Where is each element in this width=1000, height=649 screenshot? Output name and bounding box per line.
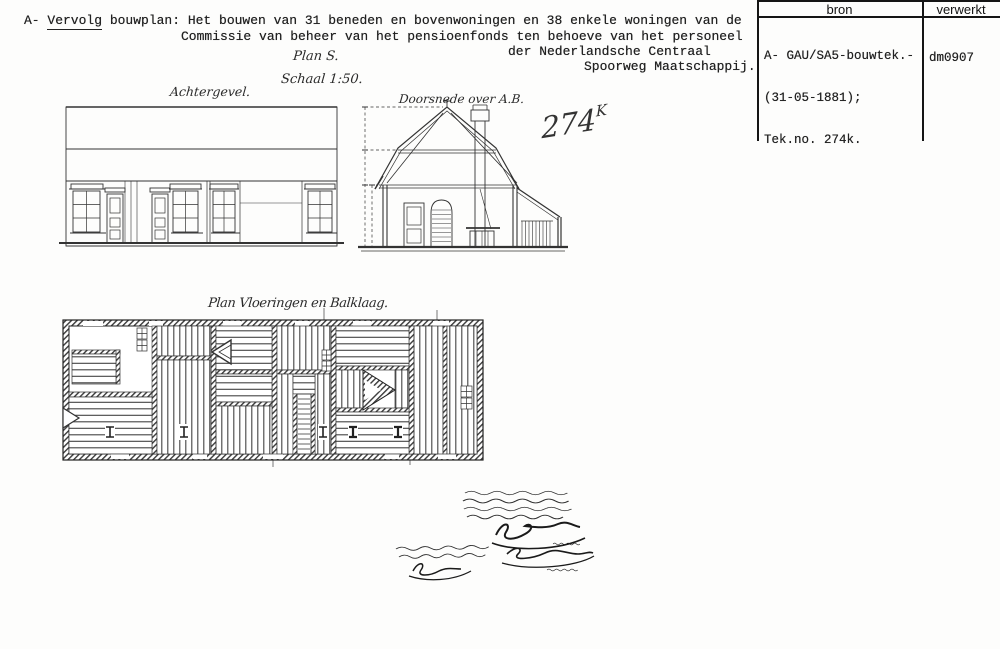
floor-plan-drawing xyxy=(53,304,488,468)
rear-elevation-drawing xyxy=(56,100,346,252)
table-cell-bron xyxy=(764,21,914,175)
bron-line-2: (31-05-1881); xyxy=(764,91,862,105)
intro-underlined-word: Vervolg xyxy=(47,13,103,28)
bron-line-1: A- GAU/SA5-bouwtek.- xyxy=(764,49,915,63)
elevation-pilaster xyxy=(207,181,210,243)
elevation-recess-lines xyxy=(125,181,137,243)
plan-ladder-column xyxy=(293,394,315,454)
section-stove xyxy=(466,228,500,247)
section-chimney xyxy=(471,105,491,247)
approval-note-lines xyxy=(463,491,572,519)
intro-line-1 xyxy=(24,13,742,28)
elevation-door-2 xyxy=(150,188,170,243)
section-roof xyxy=(375,99,519,189)
elevation-window-1 xyxy=(69,184,106,233)
drawing-number-main: 274 xyxy=(541,102,597,146)
section-shed xyxy=(517,188,561,247)
rear-elevation-label: Achtergevel. xyxy=(169,84,251,99)
elevation-window-2 xyxy=(169,184,203,233)
signature-president xyxy=(492,523,585,549)
intro-prefix: A- xyxy=(24,13,40,28)
signatures-handwriting xyxy=(383,483,598,583)
section-door xyxy=(404,203,424,247)
table-column-divider xyxy=(922,0,924,141)
intro-line1-rest: bouwplan: Het bouwen van 31 beneden en bovenwoningen en 38 enkele woningen van de xyxy=(109,13,742,28)
elevation-window-4 xyxy=(304,184,337,233)
table-header-bron: bron xyxy=(826,2,853,17)
section-dimension-ticks xyxy=(362,107,375,247)
elevation-door-1 xyxy=(105,188,125,243)
section-baseline xyxy=(358,247,568,251)
signature-registrar xyxy=(409,564,471,580)
cross-section-label: Doorsnede over A.B. xyxy=(398,92,525,106)
elevation-window-3 xyxy=(209,184,240,233)
table-cell-verwerkt: dm0907 xyxy=(929,51,975,65)
intro-line-3: der Nederlandsche Centraal xyxy=(508,44,711,59)
cross-section-drawing xyxy=(355,93,570,255)
table-header-verwerkt: verwerkt xyxy=(936,2,986,17)
registration-note-lines xyxy=(396,545,489,559)
plan-s-note: Plan S. xyxy=(292,49,340,64)
signature-secretaris xyxy=(502,548,594,571)
floor-plan-label: Plan Vloeringen en Balklaag. xyxy=(207,296,389,311)
section-walls xyxy=(379,185,517,247)
intro-line-4: Spoorweg Maatschappij. xyxy=(584,59,756,74)
section-arched-stair xyxy=(431,200,452,247)
intro-line-2: Commissie van beheer van het pensioenfonds ten behoeve van het personeel xyxy=(181,29,743,44)
drawing-number-suffix: K xyxy=(595,100,608,121)
elevation-blank-panel xyxy=(240,181,302,243)
table-border-left xyxy=(757,0,759,141)
scale-note: Schaal 1:50. xyxy=(280,72,364,87)
bron-line-3: Tek.no. 274k. xyxy=(764,133,862,147)
